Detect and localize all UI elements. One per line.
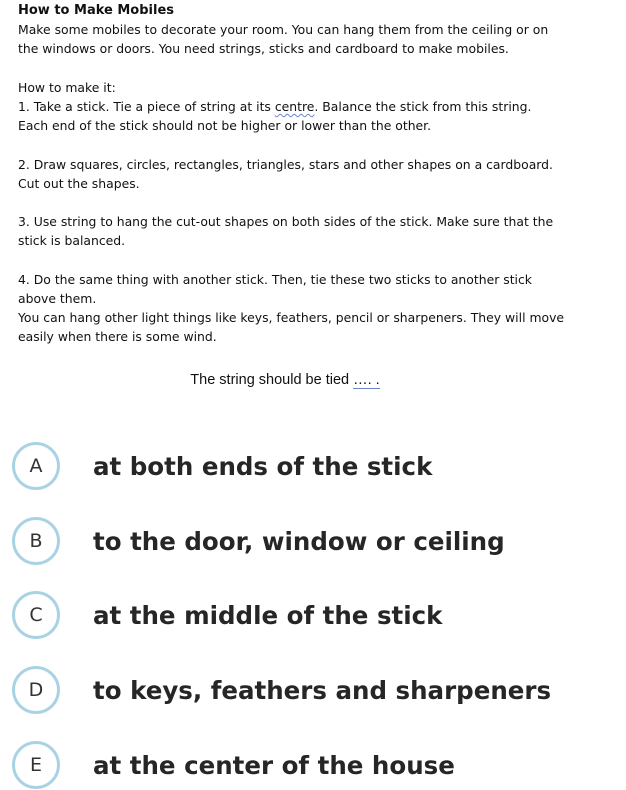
step-1-line-1: 1. Take a stick. Tie a piece of string at its centre. Balance the stick from this string. <box>18 99 532 114</box>
option-a[interactable] <box>12 441 612 491</box>
intro-line-1: Make some mobiles to decorate your room. You can hang them from the ceiling or on <box>18 22 549 38</box>
option-text: to the door, window or ceiling <box>93 526 505 556</box>
reading-passage <box>18 1 608 347</box>
option-text: at the center of the house <box>93 750 455 780</box>
passage-intro <box>18 20 608 58</box>
intro-line-2: the windows or doors. You need strings, sticks and cardboard to make mobiles. <box>18 41 509 57</box>
step-2-line-1: 2. Draw squares, circles, rectangles, triangles, stars and other shapes on a cardboard. <box>18 156 553 172</box>
question-stem: The string should be tied …. . <box>190 372 380 388</box>
step-4-line-1: 4. Do the same thing with another stick. Then, tie these two sticks to another stick <box>18 271 532 287</box>
spellcheck-word: centre <box>274 99 315 114</box>
option-c[interactable] <box>12 590 612 640</box>
step-3-line-2: stick is balanced. <box>18 233 126 249</box>
option-text: at the middle of the stick <box>93 600 443 630</box>
step-3 <box>18 212 608 250</box>
option-b[interactable] <box>12 516 612 566</box>
step-2-line-2: Cut out the shapes. <box>18 175 140 191</box>
step-4 <box>18 270 608 347</box>
extra-line-2: easily when there is some wind. <box>18 329 217 345</box>
how-to-heading: How to make it: <box>18 79 116 95</box>
step-2 <box>18 155 608 193</box>
option-d[interactable] <box>12 665 612 715</box>
option-letter-badge: E <box>12 741 60 789</box>
option-text: at both ends of the stick <box>93 451 433 481</box>
option-letter-badge: B <box>12 517 60 565</box>
step-1-line-2: Each end of the stick should not be higher or lower than the other. <box>18 118 432 134</box>
step-4-line-2: above them. <box>18 290 97 306</box>
passage-title: How to Make Mobiles <box>18 3 175 18</box>
extra-line-1: You can hang other light things like keys, feathers, pencil or sharpeners. They will move <box>18 310 565 326</box>
option-text: to keys, feathers and sharpeners <box>93 675 552 705</box>
step-1 <box>18 97 608 135</box>
answer-blank: …. . <box>353 372 380 388</box>
option-letter-badge: A <box>12 442 60 490</box>
option-letter-badge: C <box>12 591 60 639</box>
option-letter-badge: D <box>12 666 60 714</box>
step-3-line-1: 3. Use string to hang the cut-out shapes on both sides of the stick. Make sure that the <box>18 214 554 230</box>
option-e[interactable] <box>12 740 612 790</box>
